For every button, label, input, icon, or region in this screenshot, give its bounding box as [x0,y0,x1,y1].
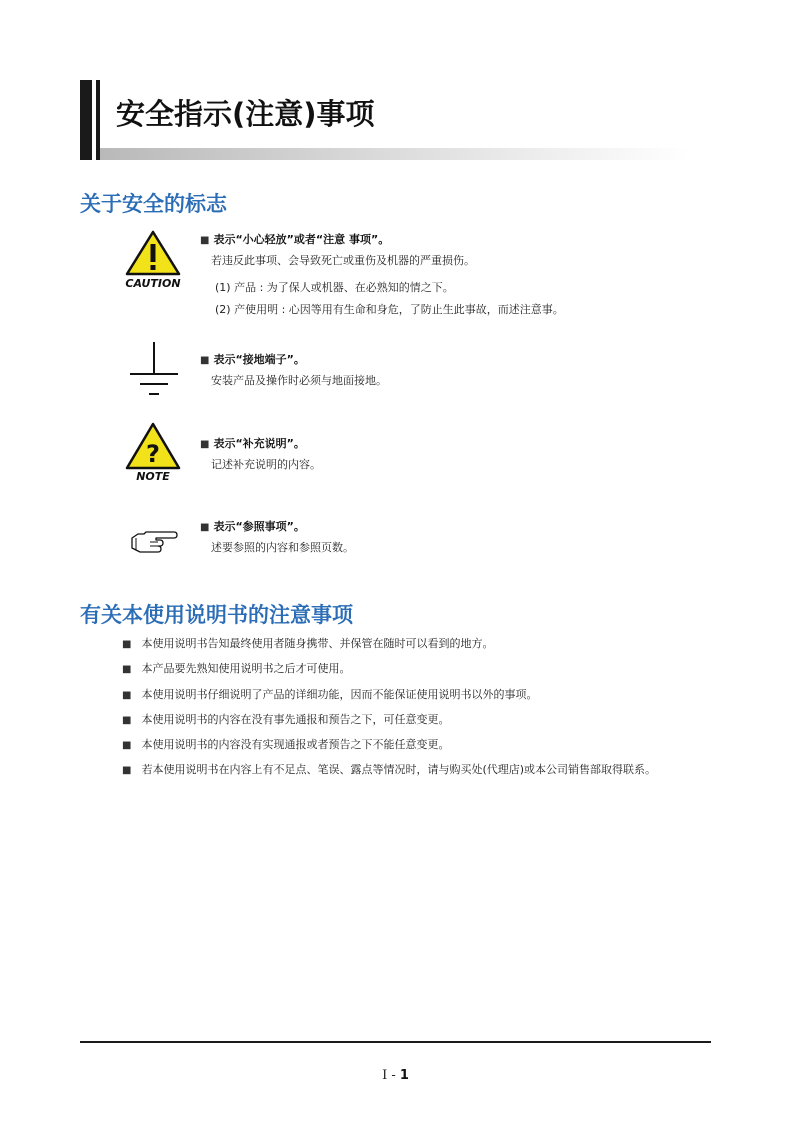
ground-description [200,350,387,391]
caution-sub1: (1) 产品 : 为了保人或机器、在必熟知的情之下。 [215,281,454,294]
caution-head-text: 表示“小心轻放”或者“注意 事项”。 [213,233,390,246]
note-triangle-icon [123,422,183,484]
list-item: ■ 本使用说明书的内容在没有事先通报和预告之下，可任意变更。 [122,712,450,726]
ground-head-text: 表示“接地端子”。 [213,353,305,366]
note-description [200,434,321,475]
caution-head: ■ 表示“小心轻放”或者“注意 事项”。 [200,233,390,246]
list-item: ■ 本使用说明书仔细说明了产品的详细功能，因而不能保证使用说明书以外的事项。 [122,687,538,701]
note-icon-label: NOTE [136,470,170,483]
list-item: ■ 本产品要先熟知使用说明书之后才可使用。 [122,662,351,676]
section-heading-safety-symbols: 关于安全的标志 [80,192,227,216]
pointing-hand-icon [130,528,178,556]
reference-description [200,517,354,558]
caution-sub2: (2) 产使用明 : 心因等用有生命和身危，了防止生此事故，而述注意事。 [215,303,564,316]
ground-terminal-icon [128,340,180,398]
caution-triangle-icon [123,230,183,290]
caution-icon-label: CAUTION [125,277,181,290]
svg-text:?: ? [146,440,160,468]
ground-desc: 安装产品及操作时必须与地面接地。 [211,374,387,387]
list-item: ■ 本使用说明书告知最终使用者随身携带、并保管在随时可以看到的地方。 [122,637,494,650]
caution-description [200,230,564,321]
title-banner [80,80,690,160]
list-item: ■ 若本使用说明书在内容上有不足点、笔误、露点等情况时，请与购买处(代理店)或本公司销售部取得联系。 [122,763,657,777]
page-number-value: 1 [399,1068,409,1083]
reference-desc: 述要参照的内容和参照页数。 [211,541,354,554]
title-underline [100,148,690,160]
note-desc: 记述补充说明的内容。 [211,458,321,471]
note-head: ■ 表示“补充说明”。 [200,437,305,450]
caution-desc: 若违反此事项、会导致死亡或重伤及机器的严重损伤。 [211,254,475,267]
footer-rule [80,1041,711,1043]
note-head-text: 表示“补充说明”。 [213,437,305,450]
title-bar-accent [80,80,92,160]
reference-head-text: 表示“参照事项”。 [213,520,305,533]
manual-notes-list [122,632,656,784]
ground-head: ■ 表示“接地端子”。 [200,353,305,366]
section-heading-manual-notes: 有关本使用说明书的注意事项 [80,603,353,627]
page-number-prefix: I - [382,1068,400,1083]
list-item: ■ 本使用说明书的内容没有实现通报或者预告之下不能任意变更。 [122,738,450,752]
page-number [0,1068,791,1083]
page-title: 安全指示(注意)事项 [116,97,375,131]
reference-head: ■ 表示“参照事项”。 [200,520,305,533]
